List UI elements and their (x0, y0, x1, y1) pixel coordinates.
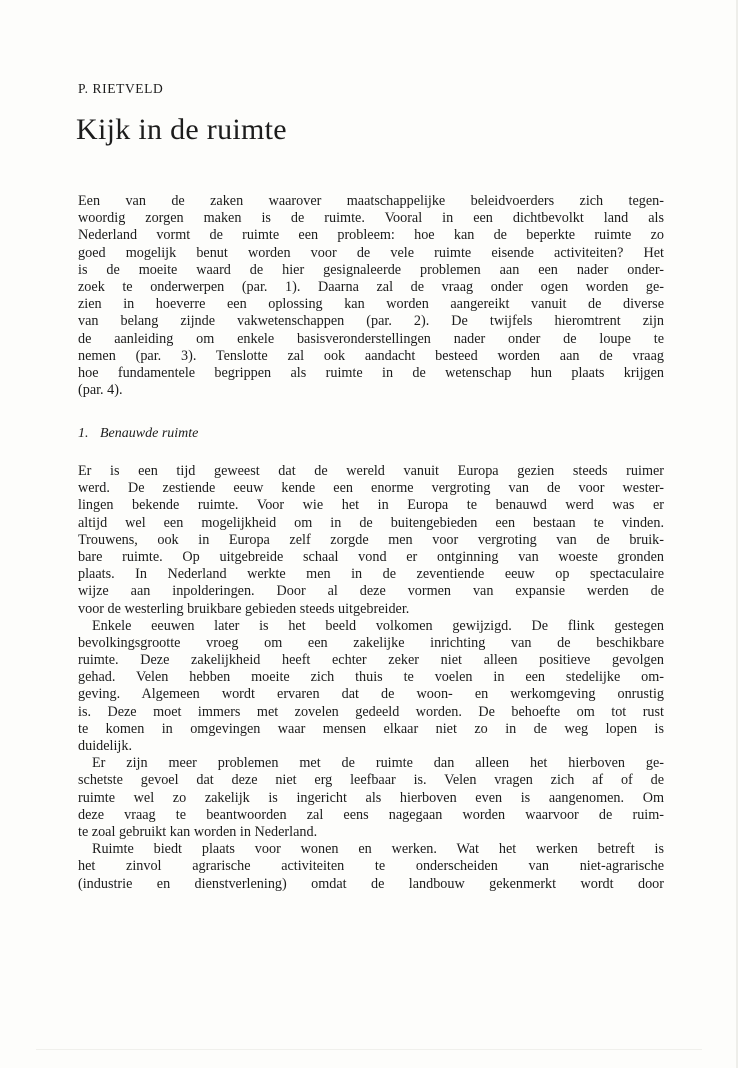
text-line: ruimte wel zo zakelijk is ingericht als hierboven even is aangenomen. Om (78, 789, 664, 806)
text-line: Ruimte biedt plaats voor wonen en werken. Wat het werken betreft is (92, 841, 664, 858)
text-line: Trouwens, ook in Europa zelf zorgde men voor vergroting van de bruik- (78, 531, 664, 548)
intro-paragraph (78, 193, 664, 399)
text-line: Nederland vormt de ruimte een probleem: hoe kan de beperkte ruimte zo (78, 227, 664, 244)
text-line: goed mogelijk benut worden voor de vele ruimte eisende activiteiten? Het (78, 244, 664, 261)
text-line: hoe fundamentele begrippen als ruimte in de wetenschap hun plaats krijgen (78, 364, 664, 381)
text-line: plaats. In Nederland werkte men in de zeventiende eeuw op spectaculaire (78, 566, 664, 583)
text-line: zien in hoeverre een oplossing kan worden aangereikt vanuit de diverse (78, 296, 664, 313)
text-line: schetste gevoel dat deze niet erg leefbaar is. Velen vragen zich af of de (78, 772, 664, 789)
text-line: (industrie en dienstverlening) omdat de landbouw gekenmerkt wordt door (78, 875, 664, 892)
text-line: Enkele eeuwen later is het beeld volkomen gewijzigd. De flink gestegen (92, 617, 664, 634)
text-line: de aanleiding om enkele basisveronderstellingen nader onder de loupe te (78, 330, 664, 347)
text-line: bare ruimte. Op uitgebreide schaal vond er ontginning van woeste gronden (78, 548, 664, 565)
text-line: nemen (par. 3). Tenslotte zal ook aandacht besteed worden aan de vraag (78, 347, 664, 364)
text-line: altijd wel een mogelijkheid om in de buitengebieden een bestaan te vinden. (78, 514, 664, 531)
text-line: werd. De zestiende eeuw kende een enorme vergroting van de voor wester- (78, 480, 664, 497)
text-line: woordig zorgen maken is de ruimte. Vooral in een dichtbevolkt land als (78, 210, 664, 227)
text-line: voor de westerling bruikbare gebieden steeds uitgebreider. (78, 600, 410, 617)
text-line: Er zijn meer problemen met de ruimte dan alleen het hierboven ge- (92, 755, 664, 772)
text-line: te komen in omgevingen waar mensen elkaar niet zo in de weg lopen is (78, 720, 664, 737)
text-line: van belang zijnde vakwetenschappen (par. 2). De twijfels hieromtrent zijn (78, 313, 664, 330)
text-line: deze vraag te beantwoorden zal eens nagegaan worden waarvoor de ruim- (78, 806, 664, 823)
text-line: zoek te onderwerpen (par. 1). Daarna zal de vraag onder ogen worden ge- (78, 278, 664, 295)
text-line: ruimte. Deze zakelijkheid heeft echter zeker niet alleen positieve gevolgen (78, 652, 664, 669)
text-line: geving. Algemeen wordt ervaren dat de woon- en werkomgeving onrustig (78, 686, 664, 703)
text-line: lingen bekende ruimte. Voor wie het in Europa te benauwd werd was er (78, 497, 664, 514)
text-line: Er is een tijd geweest dat de wereld vanuit Europa gezien steeds ruimer (78, 463, 664, 479)
text-line: wijze aan inpolderingen. Door al deze vormen van expansie werden de (78, 583, 664, 600)
text-line: gehad. Velen hebben moeite zich thuis te voelen in een stedelijke om- (78, 669, 664, 686)
text-line: het zinvol agrarische activiteiten te onderscheiden van niet-agrarische (78, 858, 664, 875)
text-line: te zoal gebruikt kan worden in Nederland. (78, 823, 318, 840)
text-line: duidelijk. (78, 738, 132, 754)
text-line: bevolkingsgrootte vroeg om een zakelijke inrichting van de beschikbare (78, 634, 664, 651)
section-number: 1. (78, 426, 89, 441)
text-line: is. Deze moet immers met zovelen gedeeld worden. De behoefte om tot rust (78, 703, 664, 720)
section-title: Benauwde ruimte (100, 426, 199, 441)
text-line: Een van de zaken waarover maatschappelijke beleidvoerders zich tegen- (78, 193, 664, 209)
text-line: is de moeite waard de hier gesignaleerde problemen aan een nader onder- (78, 261, 664, 278)
text-line: (par. 4). (78, 382, 123, 399)
page-edge (36, 1049, 702, 1050)
section-heading (78, 426, 198, 442)
author-name: P. RIETVELD (78, 81, 164, 96)
article-title: Kijk in de ruimte (76, 113, 287, 146)
section-body (78, 463, 664, 893)
